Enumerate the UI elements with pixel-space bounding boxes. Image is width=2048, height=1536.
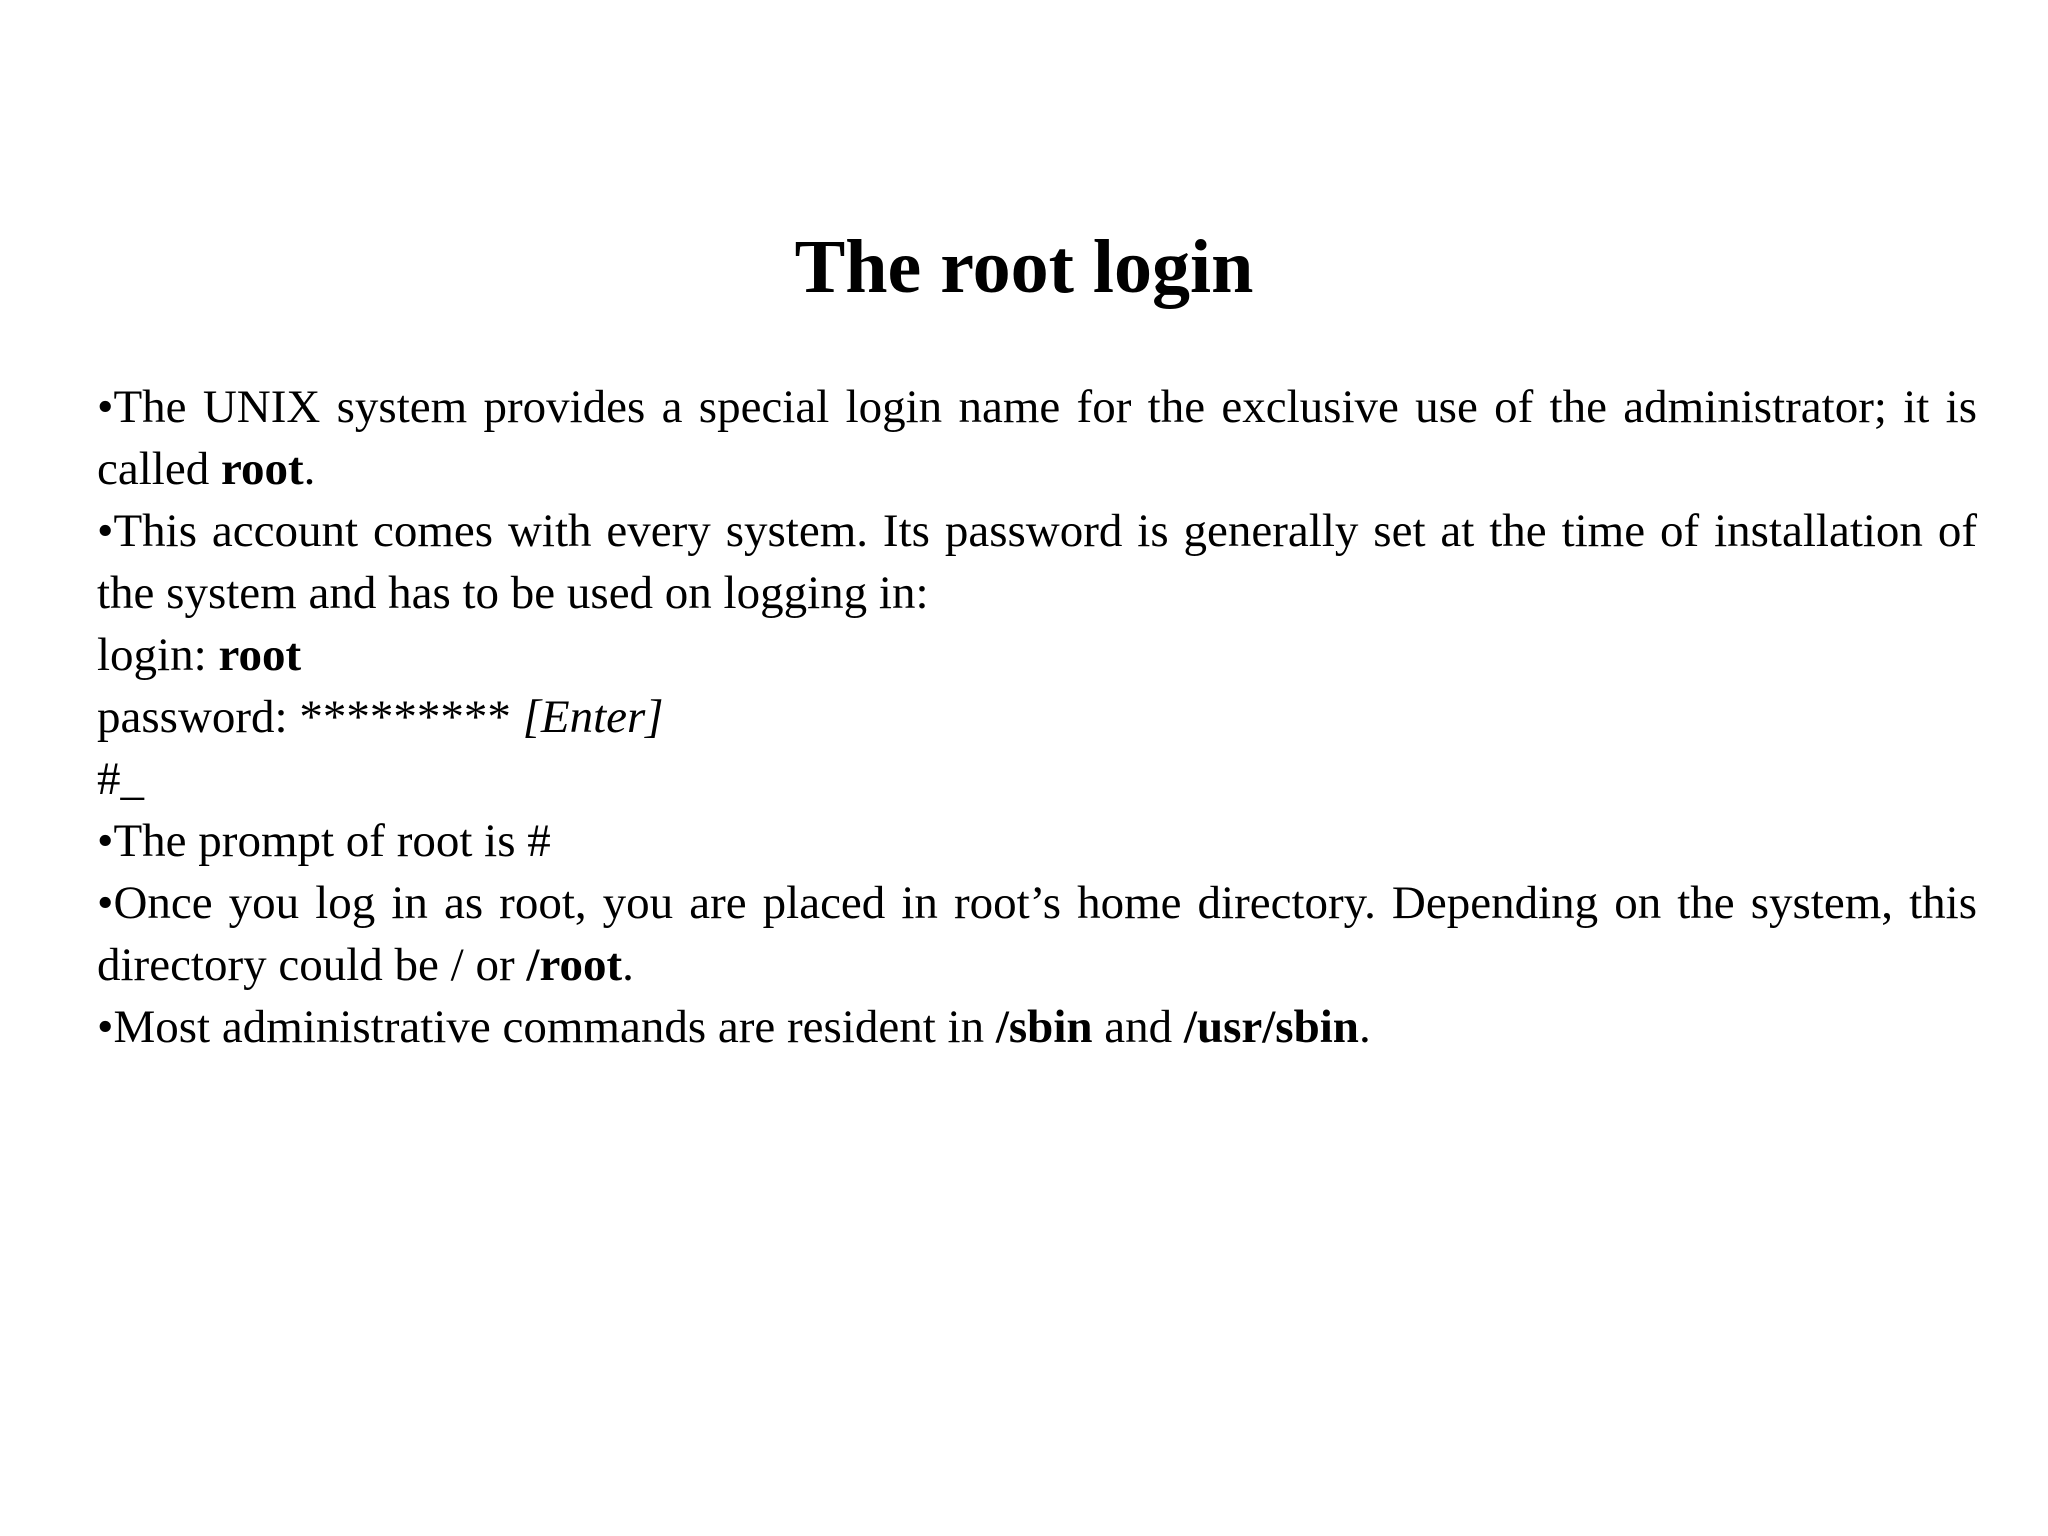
bullet-admin-commands [97,996,1977,1058]
login-example-line [97,624,1977,686]
enter-key-label: [Enter] [522,691,664,743]
bullet-marker: • [97,877,114,929]
bullet-root-prompt [97,810,1977,872]
bullet-marker: • [97,815,114,867]
usr-sbin-keyword: /usr/sbin [1183,1001,1359,1053]
sbin-keyword: /sbin [995,1001,1093,1053]
bullet-text: The prompt of root is # [113,815,551,867]
bullet-marker: • [97,1001,114,1053]
bullet-end: . [622,939,634,991]
bullet-end: . [1358,1001,1371,1053]
bullet-end: . [303,443,316,495]
bullet-text: Most administrative commands are resident in [113,1001,996,1053]
password-example-line [97,686,1977,748]
bullet-text: This account comes with every system. Its password is generally set at the time of installation of the system and has to be used on logging in: [97,505,1977,619]
root-dir-keyword: /root [526,939,623,991]
slide-body [97,376,1977,1058]
bullet-account-password [97,500,1977,624]
password-mask: ********* [299,691,523,743]
bullet-mid: and [1092,1001,1184,1053]
bullet-marker: • [97,505,114,557]
bullet-root-login-name [97,376,1977,500]
login-label: login: [97,629,219,681]
bullet-home-directory [97,872,1977,996]
bullet-text: The UNIX system provides a special login name for the exclusive use of the administrator; it is called [97,381,1977,495]
bullet-marker: • [97,381,114,433]
password-label: password: [97,691,300,743]
login-value: root [218,629,302,681]
root-keyword: root [220,443,304,495]
bullet-text: Once you log in as root, you are placed in root’s home directory. Depending on the system, this directory could be / or [97,877,1977,991]
slide-title: The root login [794,225,1254,309]
root-prompt-line: #_ [97,753,144,805]
